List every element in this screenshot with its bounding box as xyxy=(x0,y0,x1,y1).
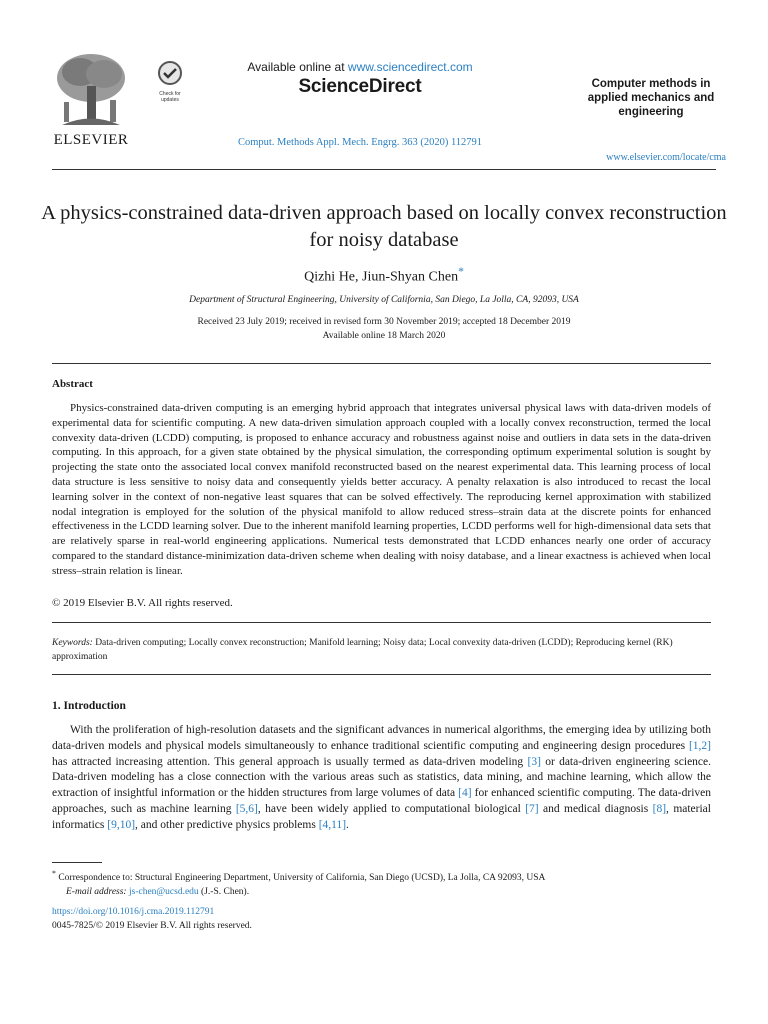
correspondence-text: Correspondence to: Structural Engineering Department, University of California, San Diego (UCSD), La Jolla, CA 92093, USA xyxy=(55,873,546,884)
doi-link[interactable]: https://doi.org/10.1016/j.cma.2019.112791 xyxy=(52,907,215,917)
abstract-divider-top xyxy=(52,363,711,364)
header-divider xyxy=(52,169,716,170)
intro-text-4: for enhanced scientific computing. The data-driven approaches, such as machine learning xyxy=(52,787,711,815)
journal-url-link[interactable]: www.elsevier.com/locate/cma xyxy=(606,152,726,163)
abstract-copyright: © 2019 Elsevier B.V. All rights reserved. xyxy=(52,597,233,609)
footnote-mark: * xyxy=(52,869,56,878)
affiliation: Department of Structural Engineering, University of California, San Diego, La Jolla, CA, 92093, USA xyxy=(189,295,579,305)
correspondence-note xyxy=(52,867,711,885)
intro-text-7: , material informatics xyxy=(52,802,711,831)
sciencedirect-link[interactable]: www.sciencedirect.com xyxy=(347,60,473,74)
citation-link[interactable]: [5,6] xyxy=(235,802,258,815)
available-online xyxy=(200,60,520,74)
intro-text-1: With the proliferation of high-resolution datasets and the significant advances in numerical algorithms, the emerging idea by utilizing both data-driven models and physical models simultaneously to enhance traditional scientific computing and engineering design procedures xyxy=(52,724,711,752)
abstract-heading: Abstract xyxy=(52,378,93,390)
abstract-text: Physics-constrained data-driven computing is an emerging hybrid approach that integrates universal physical laws with data-driven models of experimental data for scientific computing. A new data-driven simulation approach coupled with a locally convex reconstruction, termed the local convexity data-driven (LCDD) computing, is proposed to enhance accuracy and robustness against noise and outliers in data sets in the data-driven computing. In this approach, for a given state obtained by the physical simulation, the corresponding optimum experimental solution is sought by projecting the state onto the associated local convex manifold reconstructed based on the nearest experimental data. This learning process of local data structure is less sensitive to noisy data and consequently yields better accuracy. A penalty relaxation is also introduced to recast the local learning solver in the context of non-negative least squares that can be solved effectively. The reproducing kernel approximation with stabilized nodal integration is employed for the solution of the physical manifold to allow reduced stress–strain data at the discrete points for enhanced effectiveness in the LCDD learning solver. Due to the inherent manifold learning properties, LCDD performs well for high-dimensional data sets that are relatively sparse in real-world engineering applications. Numerical tests demonstrated that LCDD enhances nearly one order of accuracy compared to the standard distance-minimization data-driven scheme when dealing with noisy database, and a linear exactness is achieved when local stress–strain relation is linear. xyxy=(52,402,711,577)
abstract-divider-bottom xyxy=(52,622,711,623)
intro-text-2: has attracted increasing attention. This general approach is usually termed as data-driven modeling xyxy=(52,755,528,768)
keywords-divider xyxy=(52,674,711,675)
introduction-paragraph xyxy=(52,723,711,834)
keywords-text: Data-driven computing; Locally convex reconstruction; Manifold learning; Noisy data; Local convexity data-driven (LCDD); Reproducing kernel (RK) approximation xyxy=(52,638,673,662)
received-dates: Received 23 July 2019; received in revised form 30 November 2019; accepted 18 December 2019 xyxy=(197,317,571,327)
intro-text-3: or data-driven engineering science. Data-driven modeling has a close connection with the various areas such as statistics, data mining, and machine learning, which allow the extraction of insightful information or the hidden structures from large volumes of data xyxy=(52,755,712,800)
intro-text-6: and medical diagnosis xyxy=(538,802,653,815)
intro-text-5: , have been widely applied to computational biological xyxy=(257,802,526,815)
issn-copyright: 0045-7825/© 2019 Elsevier B.V. All rights reserved. xyxy=(52,921,252,931)
citation-link[interactable]: [4] xyxy=(458,787,472,800)
available-online-date: Available online 18 March 2020 xyxy=(322,331,446,341)
section-heading-introduction: 1. Introduction xyxy=(52,700,126,712)
sciencedirect-title: ScienceDirect xyxy=(298,76,422,97)
journal-name: Computer methods in applied mechanics and engineering xyxy=(587,78,715,118)
check-updates-icon xyxy=(152,60,188,86)
authors xyxy=(40,265,728,286)
email-link[interactable]: js-chen@ucsd.edu xyxy=(128,887,199,898)
elsevier-logo xyxy=(50,50,132,149)
article-title: A physics-constrained data-driven approach based on locally convex reconstruction for noisy database xyxy=(41,202,727,251)
check-updates-label: Check for updates xyxy=(159,91,181,103)
keywords-label: Keywords: xyxy=(52,638,93,648)
email-line xyxy=(52,885,711,899)
footnote xyxy=(52,867,711,899)
citation-link[interactable]: [9,10] xyxy=(107,818,136,831)
available-prefix: Available online at xyxy=(247,60,348,74)
citation-link[interactable]: [3] xyxy=(527,755,541,768)
email-label: E-mail address: xyxy=(66,887,127,898)
check-updates-badge[interactable] xyxy=(152,60,188,103)
citation-link[interactable]: [7] xyxy=(525,802,539,815)
keywords xyxy=(52,636,711,664)
citation-link[interactable]: [8] xyxy=(652,802,667,815)
intro-text-9: . xyxy=(346,818,349,831)
citation-link[interactable]: [4,11] xyxy=(318,818,347,831)
publisher-name: ELSEVIER xyxy=(53,132,129,148)
elsevier-tree-icon xyxy=(50,50,132,130)
corresponding-author-mark[interactable]: * xyxy=(458,265,464,278)
journal-citation[interactable]: Comput. Methods Appl. Mech. Engrg. 363 (2020) 112791 xyxy=(237,137,483,148)
citation-link[interactable]: [1,2] xyxy=(688,739,711,752)
email-suffix: (J.-S. Chen). xyxy=(198,887,250,898)
author-names: Qizhi He, Jiun-Shyan Chen xyxy=(304,269,459,285)
article-dates xyxy=(40,315,728,343)
intro-text-8: , and other predictive physics problems xyxy=(135,818,319,831)
footnote-rule xyxy=(52,862,102,863)
